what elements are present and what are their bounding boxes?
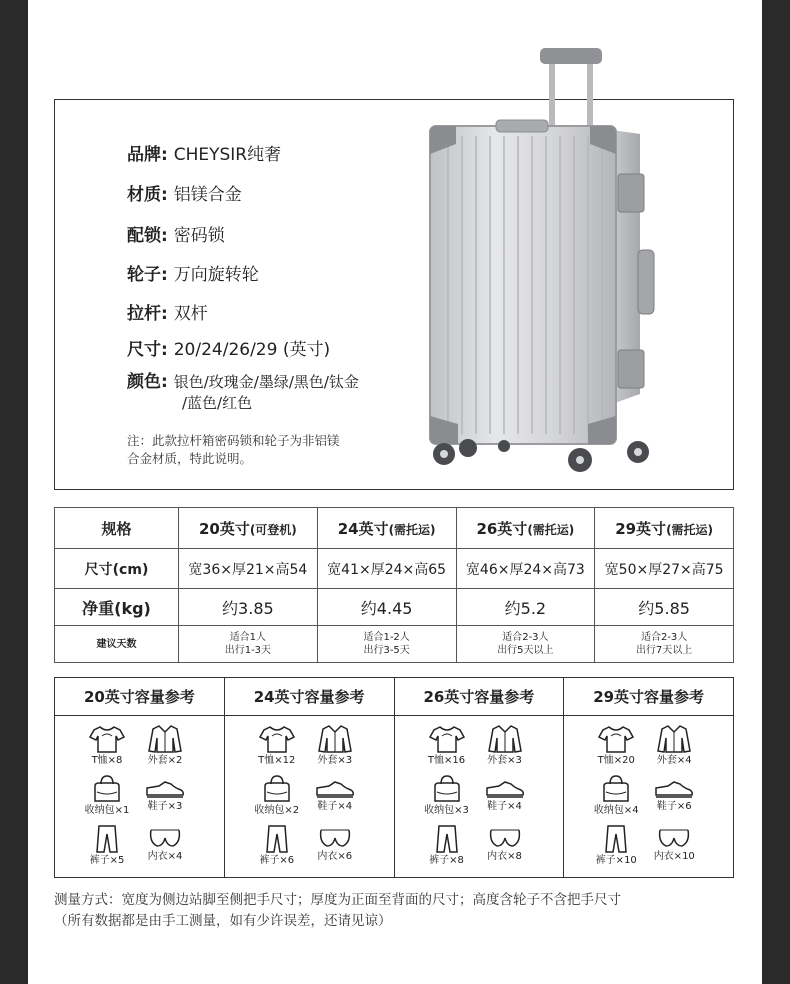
capacity-item-tshirt (247, 724, 307, 767)
capacity-title: 26英寸容量参考 (395, 678, 564, 716)
capacity-item-jacket (475, 724, 535, 767)
capacity-item-shoes (135, 778, 195, 813)
table-cell: 宽36×厚21×高54 (179, 549, 318, 589)
table-cell: 适合1-2人 出行3-5天 (317, 626, 456, 663)
measurement-note: 测量方式：宽度为侧边站脚至侧把手尺寸；厚度为正面至背面的尺寸；高度含轮子不含把手尺寸 （所有数据都是由手工测量，如有少许误差，还请见谅） (54, 892, 621, 929)
underwear-icon (305, 826, 365, 850)
capacity-item-label: 外套×2 (147, 755, 183, 766)
capacity-item-label: 鞋子×6 (656, 801, 692, 812)
table-header-cell: 24英寸(需托运) (317, 508, 456, 549)
table-cell: 宽50×厚27×高75 (595, 549, 734, 589)
size-table-header-row (55, 508, 734, 549)
bag-icon (247, 774, 307, 804)
shoes-icon (644, 778, 704, 800)
capacity-item-pants (247, 824, 307, 867)
pants-icon (417, 824, 477, 854)
table-header-cell: 29英寸(需托运) (595, 508, 734, 549)
shoes-icon (475, 778, 535, 800)
spec-note: 注：此款拉杆箱密码锁和轮子为非铝镁 合金材质，特此说明。 (127, 433, 340, 466)
jacket-icon (305, 724, 365, 754)
table-cell: 宽46×厚24×高73 (456, 549, 595, 589)
table-cell: 约5.2 (456, 589, 595, 626)
capacity-item-label: 外套×4 (656, 755, 692, 766)
capacity-item-label: 裤子×5 (89, 855, 125, 866)
capacity-item-label: 收纳包×2 (254, 805, 300, 816)
table-row (55, 549, 734, 589)
capacity-item-bag (417, 774, 477, 817)
capacity-column (55, 678, 225, 877)
capacity-item-label: 鞋子×4 (317, 801, 353, 812)
capacity-item-underwear (475, 826, 535, 863)
capacity-item-label: 内衣×4 (147, 851, 183, 862)
capacity-item-bag (77, 774, 137, 817)
capacity-item-label: 收纳包×3 (424, 805, 469, 816)
spec-brand: 品牌: CHEYSIR纯奢 (127, 145, 282, 165)
spec-colors: 颜色: 银色/玫瑰金/墨绿/黑色/钛金 /蓝色/红色 (127, 372, 359, 412)
spec-lock: 配锁: 密码锁 (127, 226, 225, 246)
capacity-column (564, 678, 733, 877)
capacity-item-pants (417, 824, 477, 867)
capacity-item-bag (586, 774, 646, 817)
row-label: 尺寸(cm) (55, 549, 179, 589)
tshirt-icon (247, 724, 307, 754)
capacity-column (395, 678, 565, 877)
capacity-item-label: T恤×16 (427, 755, 466, 766)
table-header-cell: 26英寸(需托运) (456, 508, 595, 549)
bag-icon (417, 774, 477, 804)
tshirt-icon (586, 724, 646, 754)
spec-wheels: 轮子: 万向旋转轮 (127, 265, 259, 285)
capacity-item-label: 收纳包×4 (593, 805, 639, 816)
capacity-item-shoes (305, 778, 365, 813)
capacity-title: 20英寸容量参考 (55, 678, 224, 716)
tshirt-icon (417, 724, 477, 754)
capacity-item-label: 鞋子×4 (487, 801, 522, 812)
capacity-column (225, 678, 395, 877)
row-label: 建议天数 (55, 626, 179, 663)
size-table (54, 507, 734, 663)
table-cell: 适合2-3人 出行7天以上 (595, 626, 734, 663)
capacity-reference (54, 677, 734, 878)
capacity-item-jacket (644, 724, 704, 767)
capacity-grid (225, 716, 394, 876)
table-header-label: 规格 (55, 508, 179, 549)
table-cell: 约4.45 (317, 589, 456, 626)
capacity-item-tshirt (586, 724, 646, 767)
pants-icon (586, 824, 646, 854)
table-header-cell: 20英寸(可登机) (179, 508, 318, 549)
capacity-item-label: T恤×20 (597, 755, 635, 766)
capacity-grid (564, 716, 733, 876)
row-label: 净重(kg) (55, 589, 179, 626)
pants-icon (247, 824, 307, 854)
table-cell: 约3.85 (179, 589, 318, 626)
capacity-item-jacket (135, 724, 195, 767)
capacity-item-label: 鞋子×3 (147, 801, 183, 812)
capacity-item-shoes (644, 778, 704, 813)
jacket-icon (644, 724, 704, 754)
capacity-item-label: 内衣×8 (487, 851, 522, 862)
capacity-item-underwear (305, 826, 365, 863)
capacity-title: 29英寸容量参考 (564, 678, 733, 716)
table-cell: 约5.85 (595, 589, 734, 626)
bag-icon (77, 774, 137, 804)
bag-icon (586, 774, 646, 804)
table-cell: 适合2-3人 出行5天以上 (456, 626, 595, 663)
capacity-item-label: 裤子×8 (429, 855, 464, 866)
capacity-item-label: 内衣×10 (653, 851, 695, 862)
product-detail-page (28, 0, 762, 984)
capacity-item-label: 内衣×6 (317, 851, 353, 862)
capacity-item-tshirt (417, 724, 477, 767)
underwear-icon (475, 826, 535, 850)
spec-handle: 拉杆: 双杆 (127, 304, 208, 324)
capacity-item-jacket (305, 724, 365, 767)
spec-material: 材质: 铝镁合金 (127, 185, 242, 205)
capacity-item-label: 裤子×6 (259, 855, 295, 866)
shoes-icon (305, 778, 365, 800)
capacity-item-label: 外套×3 (487, 755, 522, 766)
table-cell: 宽41×厚24×高65 (317, 549, 456, 589)
capacity-title: 24英寸容量参考 (225, 678, 394, 716)
jacket-icon (475, 724, 535, 754)
capacity-item-shoes (475, 778, 535, 813)
capacity-item-pants (77, 824, 137, 867)
capacity-item-label: T恤×8 (91, 755, 123, 766)
capacity-item-underwear (135, 826, 195, 863)
underwear-icon (135, 826, 195, 850)
capacity-item-bag (247, 774, 307, 817)
table-cell: 适合1人 出行1-3天 (179, 626, 318, 663)
capacity-item-label: 裤子×10 (595, 855, 637, 866)
capacity-item-label: 收纳包×1 (84, 805, 130, 816)
capacity-grid (395, 716, 564, 876)
pants-icon (77, 824, 137, 854)
capacity-item-underwear (644, 826, 704, 863)
capacity-item-label: T恤×12 (258, 755, 296, 766)
capacity-grid (55, 716, 224, 876)
spec-size: 尺寸: 20/24/26/29 (英寸) (127, 340, 331, 360)
suitcase-image (412, 44, 662, 474)
table-row (55, 626, 734, 663)
jacket-icon (135, 724, 195, 754)
table-row (55, 589, 734, 626)
shoes-icon (135, 778, 195, 800)
capacity-item-pants (586, 824, 646, 867)
underwear-icon (644, 826, 704, 850)
capacity-item-tshirt (77, 724, 137, 767)
capacity-item-label: 外套×3 (317, 755, 353, 766)
tshirt-icon (77, 724, 137, 754)
